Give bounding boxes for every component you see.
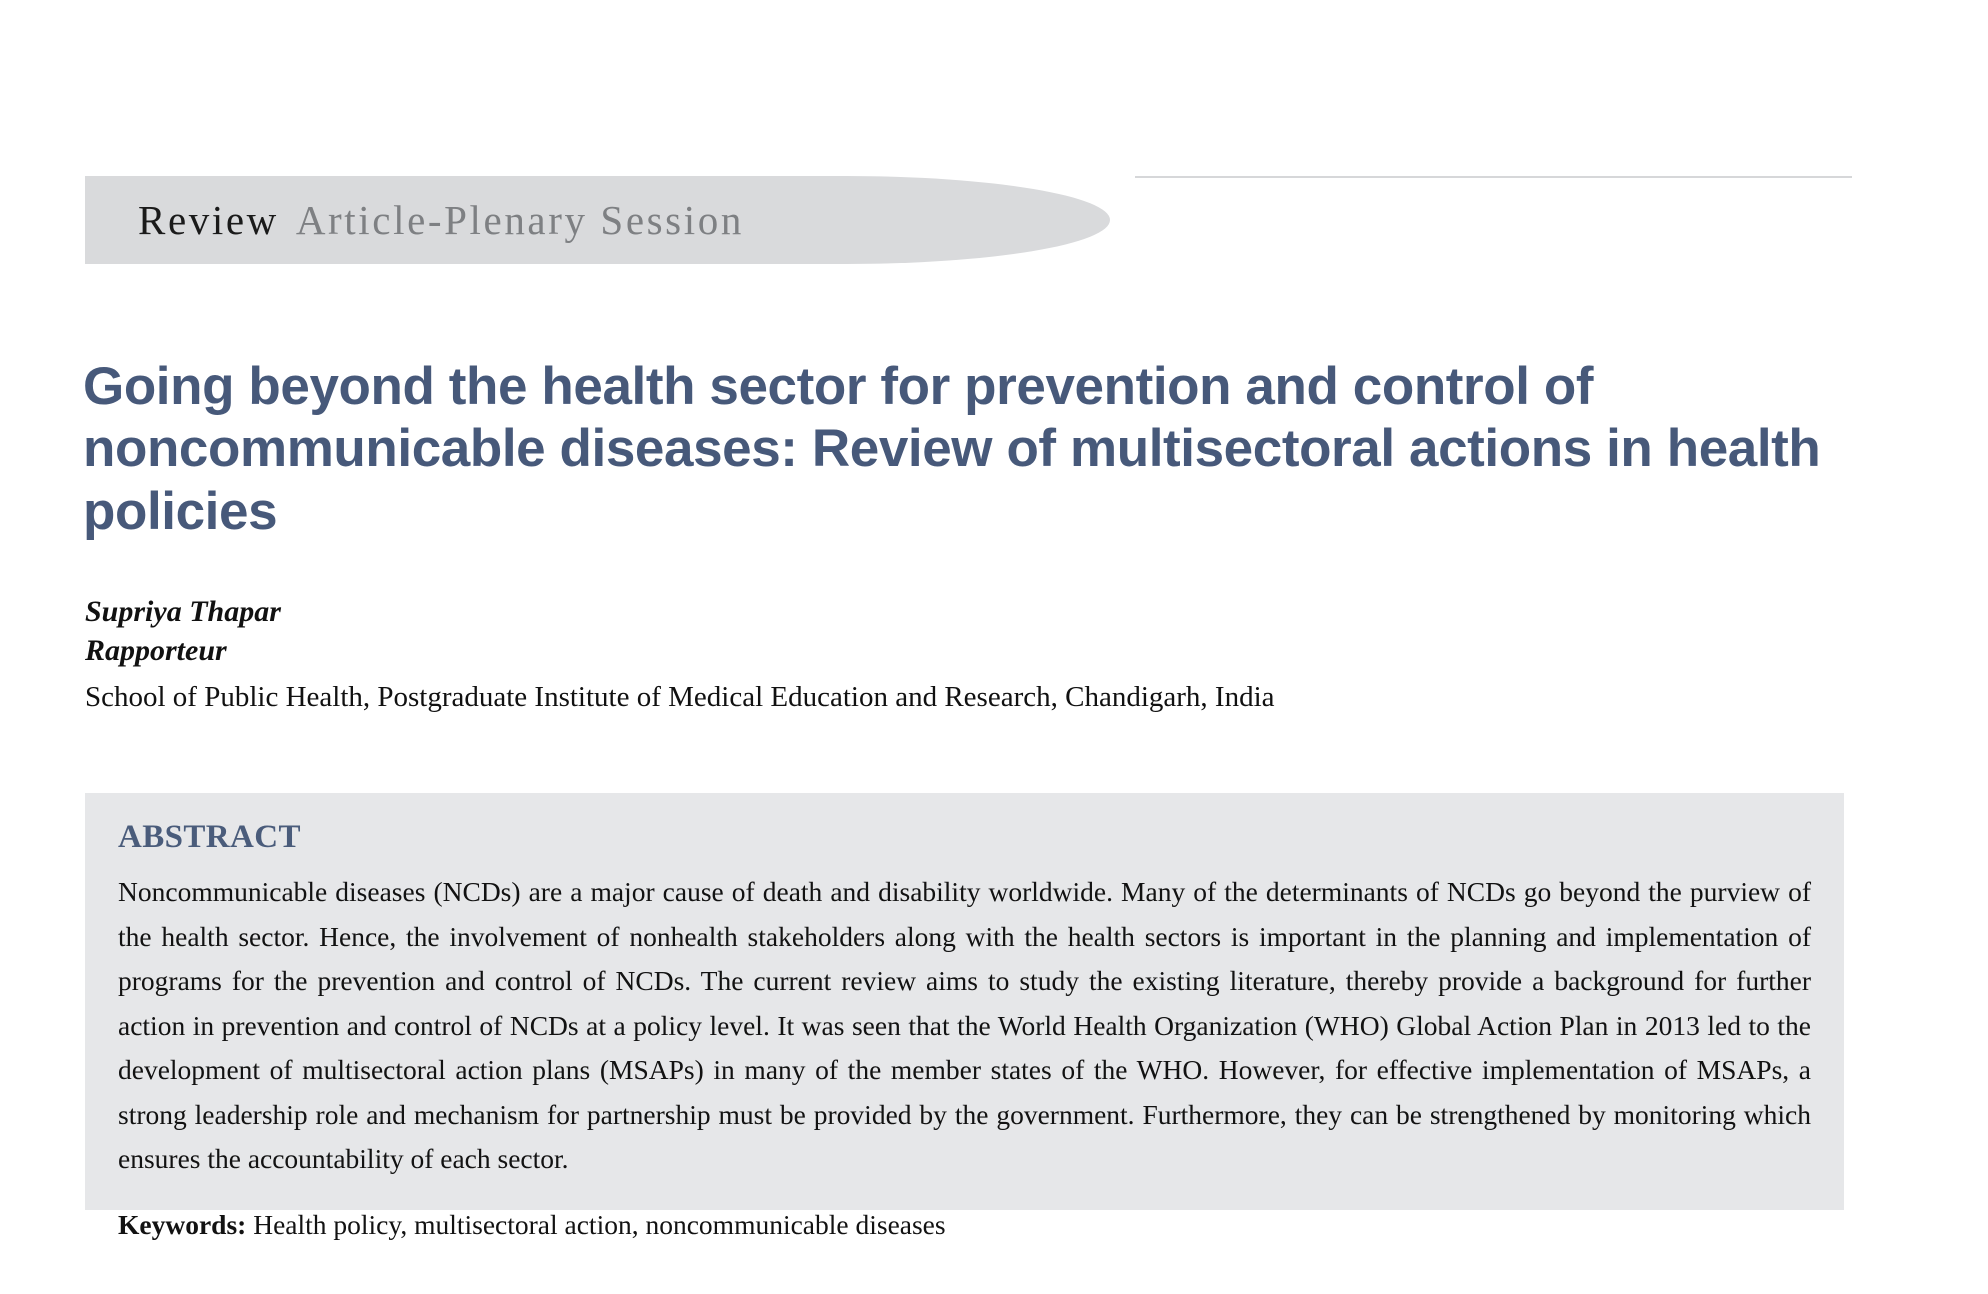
abstract-keywords [118,1204,1811,1245]
author-name: Supriya Thapar [85,595,281,628]
article-type-banner [85,176,1110,264]
author-affiliation: School of Public Health, Postgraduate Institute of Medical Education and Research, Chandigarh, India [85,680,1275,713]
abstract-heading: ABSTRACT [118,819,301,855]
banner-label-primary: Review [138,197,279,243]
keywords-label: Keywords: [118,1208,254,1240]
banner-label-secondary: Article-Plenary Session [295,197,744,243]
abstract-body-text: Noncommunicable diseases (NCDs) are a major cause of death and disability worldwide. Many of the determinants of NCDs go beyond the purview of the health sector. Hence, the involvement of nonhealth stakeholders along with the health sectors is important in the planning and implementation of programs for the prevention and control of NCDs. The current review aims to study the existing literature, thereby provide a background for further action in prevention and control of NCDs at a policy level. It was seen that the World Health Organization (WHO) Global Action Plan in 2013 led to the development of multisectoral action plans (MSAPs) in many of the member states of the WHO. However, for effective implementation of MSAPs, a strong leadership role and mechanism for partnership must be provided by the government. Furthermore, they can be strengthened by monitoring which ensures the accountability of each sector. [118,876,1811,1175]
abstract-section [85,793,1844,1240]
keywords-value: Health policy, multisectoral action, noncommunicable diseases [253,1208,946,1240]
banner-horizontal-rule [1135,176,1852,178]
author-block [85,592,1845,719]
page-title: Going beyond the health sector for prevention and control of noncommunicable diseases: Review of multisectoral actions in health policies [83,356,1821,541]
article-type-banner-row [0,176,1988,268]
author-role: Rapporteur [85,634,227,667]
